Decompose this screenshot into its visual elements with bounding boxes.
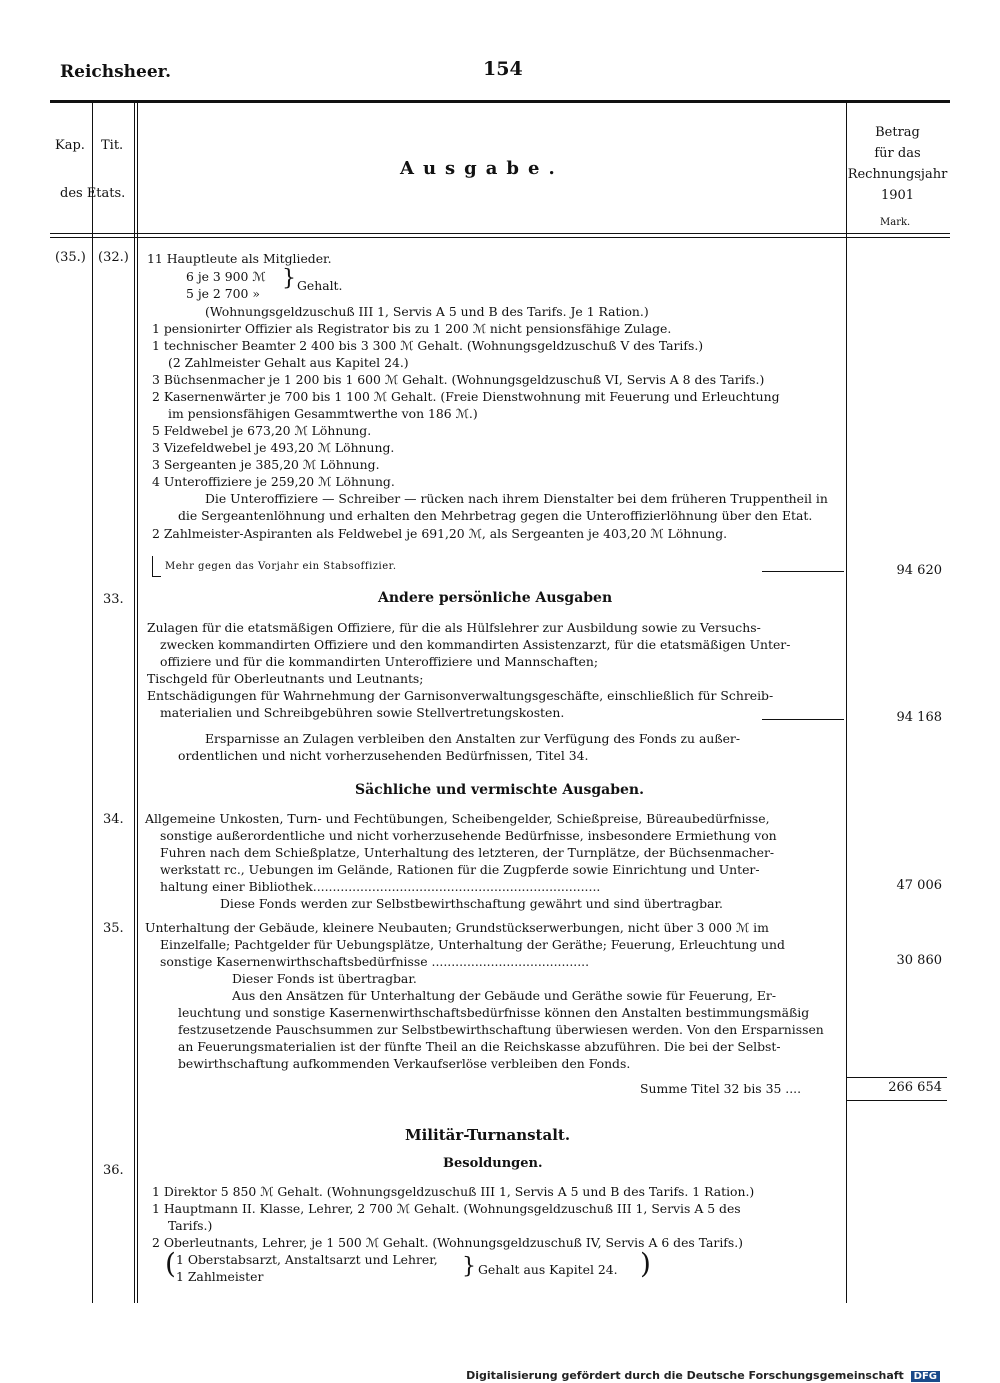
amount: 94 620 [896, 563, 942, 578]
text-line: 4 Unteroffiziere je 259,20 ℳ Löhnung. [152, 474, 395, 489]
text-line: Gehalt. [297, 278, 343, 293]
tit-number: 34. [103, 812, 124, 827]
text-line: Zulagen für die etatsmäßigen Offiziere, für die als Hülfslehrer zur Ausbildung sowie zu Versuchs- [147, 620, 761, 635]
text-line: Dieser Fonds ist übertragbar. [232, 971, 417, 986]
tit-number: (32.) [98, 250, 129, 265]
amount: 30 860 [896, 953, 942, 968]
betrag-line-3: Rechnungsjahr [847, 167, 948, 182]
text-line: materialien und Schreibgebühren sowie Stellvertretungskosten. [160, 705, 565, 720]
summe-label: Summe Titel 32 bis 35 .... [640, 1081, 802, 1096]
betrag-line-4: 1901 [880, 188, 915, 203]
text-line: 3 Sergeanten je 385,20 ℳ Löhnung. [152, 457, 380, 472]
text-line: Einzelfalle; Pachtgelder für Uebungsplätze, Unterhaltung der Geräthe; Feuerung, Erleuchtung und [160, 937, 785, 952]
text-line: (2 Zahlmeister Gehalt aus Kapitel 24.) [168, 355, 409, 370]
col-divider-tit-2 [137, 103, 138, 1303]
text-line: Tischgeld für Oberleutnants und Leutnants; [147, 671, 424, 686]
section-heading: Sächliche und vermischte Ausgaben. [355, 782, 644, 798]
note-bracket [152, 556, 161, 577]
table-title: Ausgabe. [400, 158, 564, 179]
text-line: Tarifs.) [168, 1218, 213, 1233]
col-divider-tit [134, 103, 135, 1303]
text-line: die Sergeantenlöhnung und erhalten den Mehrbetrag gegen die Unteroffizierlöhnung über den Etat. [178, 508, 813, 523]
sum-rule [762, 571, 844, 572]
page-number: 154 [483, 58, 523, 80]
tit-number: 36. [103, 1163, 124, 1178]
text-line: bewirthschaftung aufkommenden Verkaufserlöse verbleiben den Fonds. [178, 1056, 631, 1071]
section-heading: Andere persönliche Ausgaben [378, 590, 613, 606]
text-line: an Feuerungsmaterialien ist der fünfte Theil an die Reichskasse abzuführen. Die bei der Selbst- [178, 1039, 781, 1054]
unit-mark: Mark. [880, 217, 911, 228]
col-betrag [845, 122, 950, 206]
col-divider-kap [92, 103, 93, 1303]
brace: } [462, 1254, 476, 1279]
col-divider-betrag [846, 103, 847, 1303]
section-heading: Besoldungen. [443, 1156, 543, 1171]
text-line: Die Unteroffiziere — Schreiber — rücken nach ihrem Dienstalter bei dem früheren Truppentheil in [205, 491, 828, 506]
sum-rule [847, 1077, 947, 1078]
text-line: 1 technischer Beamter 2 400 bis 3 300 ℳ Gehalt. (Wohnungsgeldzuschuß V des Tarifs.) [152, 338, 704, 353]
text-line: Gehalt aus Kapitel 24. [478, 1262, 618, 1277]
text-line: sonstige Kasernenwirthschaftsbedürfnisse ........................................ [160, 954, 590, 969]
amount: 94 168 [896, 710, 942, 725]
col-des-etats: des Etats. [60, 186, 126, 201]
text-line: 6 je 3 900 ℳ [186, 269, 266, 284]
text-line: werkstatt rc., Uebungen im Gelände, Rationen für die Zugpferde sowie Einrichtung und Unter- [160, 862, 760, 877]
betrag-line-1: Betrag [875, 125, 920, 140]
text-line: 2 Oberleutnants, Lehrer, je 1 500 ℳ Gehalt. (Wohnungsgeldzuschuß IV, Servis A 6 des Tarifs.) [152, 1235, 744, 1250]
text-line: Ersparnisse an Zulagen verbleiben den Anstalten zur Verfügung des Fonds zu außer- [205, 731, 741, 746]
header-rule [50, 233, 950, 234]
brace: ) [640, 1247, 651, 1280]
footer-credit [466, 1369, 940, 1382]
tit-number: 35. [103, 921, 124, 936]
summe-amount: 266 654 [888, 1080, 942, 1095]
text-line: 1 Zahlmeister [176, 1269, 264, 1284]
col-kap: Kap. [55, 138, 85, 153]
sum-rule [847, 1100, 947, 1101]
text-line: offiziere und für die kommandirten Unteroffiziere und Mannschaften; [160, 654, 599, 669]
section-heading: Militär-Turnanstalt. [405, 1126, 571, 1144]
text-line: 2 Kasernenwärter je 700 bis 1 100 ℳ Gehalt. (Freie Dienstwohnung mit Feuerung und Erleuchtung [152, 389, 780, 404]
header-rule-2 [50, 237, 950, 238]
text-line: festzusetzende Pauschsummen zur Selbstbewirthschaftung überwiesen werden. Von den Ersparnissen [178, 1022, 824, 1037]
text-line: Diese Fonds werden zur Selbstbewirthschaftung gewährt und sind übertragbar. [220, 896, 723, 911]
text-line: im pensionsfähigen Gesammtwerthe von 186 ℳ.) [168, 406, 478, 421]
footer-text: Digitalisierung gefördert durch die Deutsche Forschungsgemeinschaft [466, 1369, 904, 1382]
note-text: Mehr gegen das Vorjahr ein Stabsoffizier. [165, 561, 397, 572]
text-line: haltung einer Bibliothek......................................................................... [160, 879, 601, 894]
text-line: Entschädigungen für Wahrnehmung der Garnisonverwaltungsgeschäfte, einschließlich für Schreib- [147, 688, 774, 703]
col-tit: Tit. [101, 138, 124, 153]
text-line: Unterhaltung der Gebäude, kleinere Neubauten; Grundstückserwerbungen, nicht über 3 000 ℳ im [145, 920, 769, 935]
betrag-line-2: für das [874, 146, 921, 161]
amount: 47 006 [896, 878, 942, 893]
text-line: 3 Büchsenmacher je 1 200 bis 1 600 ℳ Gehalt. (Wohnungsgeldzuschuß VI, Servis A 8 des Tarifs.) [152, 372, 765, 387]
text-line: 1 Direktor 5 850 ℳ Gehalt. (Wohnungsgeldzuschuß III 1, Servis A 5 und B des Tarifs. 1 Ration.) [152, 1184, 755, 1199]
text-line: 1 Hauptmann II. Klasse, Lehrer, 2 700 ℳ Gehalt. (Wohnungsgeldzuschuß III 1, Servis A 5 des [152, 1201, 741, 1216]
text-line: (Wohnungsgeldzuschuß III 1, Servis A 5 und B des Tarifs. Je 1 Ration.) [205, 304, 649, 319]
brace: } [282, 266, 296, 291]
text-line: 3 Vizefeldwebel je 493,20 ℳ Löhnung. [152, 440, 395, 455]
dfg-logo: DFG [911, 1371, 940, 1382]
text-line: Aus den Ansätzen für Unterhaltung der Gebäude und Geräthe sowie für Feuerung, Er- [232, 988, 777, 1003]
text-line: Allgemeine Unkosten, Turn- und Fechtübungen, Scheibengelder, Schießpreise, Büreaubedürfnisse, [145, 811, 770, 826]
running-header: Reichsheer. [60, 62, 171, 82]
text-line: 11 Hauptleute als Mitglieder. [147, 251, 332, 266]
text-line: 1 pensionirter Offizier als Registrator bis zu 1 200 ℳ nicht pensionsfähige Zulage. [152, 321, 672, 336]
text-line: 2 Zahlmeister-Aspiranten als Feldwebel je 691,20 ℳ, als Sergeanten je 403,20 ℳ Löhnung. [152, 526, 728, 541]
text-line: 5 je 2 700 » [186, 286, 260, 301]
text-line: 1 Oberstabsarzt, Anstaltsarzt und Lehrer, [176, 1252, 438, 1267]
text-line: 5 Feldwebel je 673,20 ℳ Löhnung. [152, 423, 372, 438]
text-line: ordentlichen und nicht vorherzusehenden Bedürfnissen, Titel 34. [178, 748, 589, 763]
tit-number: 33. [103, 592, 124, 607]
brace: ( [165, 1247, 176, 1280]
top-rule [50, 100, 950, 103]
text-line: Fuhren nach dem Schießplatze, Unterhaltung des letzteren, der Turnplätze, der Büchsenmacher- [160, 845, 775, 860]
text-line: leuchtung und sonstige Kasernenwirthschaftsbedürfnisse können den Anstalten bestimmungsmäßig [178, 1005, 810, 1020]
text-line: zwecken kommandirten Offiziere und den kommandirten Assistenzarzt, für die etatsmäßigen Unter- [160, 637, 791, 652]
sum-rule [762, 719, 844, 720]
text-line: sonstige außerordentliche und nicht vorherzusehende Bedürfnisse, insbesondere Ermiethung von [160, 828, 777, 843]
kap-number: (35.) [55, 250, 86, 265]
